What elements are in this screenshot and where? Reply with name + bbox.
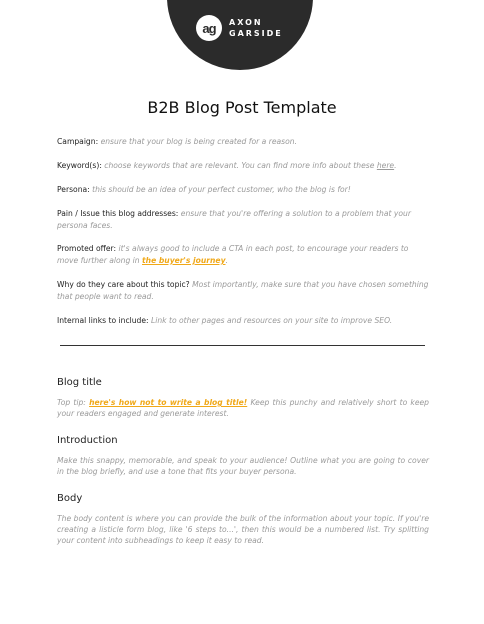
field-hint-end: .	[225, 256, 228, 265]
field-label: Pain / Issue this blog addresses:	[57, 209, 179, 218]
section-divider	[60, 345, 425, 346]
logo-mark-text: ag	[202, 20, 216, 36]
field-keywords	[57, 160, 429, 172]
buyers-journey-link[interactable]: the buyer's journey	[142, 256, 226, 265]
field-hint-end: .	[394, 161, 397, 170]
intro-text: Make this snappy, memorable, and speak to your audience! Outline what you are going to cover in the blog briefly, and use a tone that fits your buyer persona.	[57, 456, 429, 476]
section-text-body	[57, 513, 429, 546]
section-heading-introduction: Introduction	[57, 435, 118, 446]
blog-title-tip-link[interactable]: here's how not to write a blog title!	[89, 398, 248, 407]
field-label: Persona:	[57, 185, 90, 194]
keywords-info-link[interactable]: here	[376, 161, 395, 170]
field-label: Promoted offer:	[57, 244, 117, 253]
section-text-blog-title	[57, 397, 429, 419]
field-label: Campaign:	[57, 137, 99, 146]
field-persona	[57, 184, 429, 196]
logo-line-2: GARSIDE	[229, 29, 283, 38]
section-heading-blog-title: Blog title	[57, 377, 102, 388]
field-hint: Link to other pages and resources on your site to improve SEO.	[151, 316, 393, 325]
logo-mark-icon	[196, 15, 222, 41]
logo-wordmark	[229, 17, 283, 39]
section-heading-body: Body	[57, 493, 83, 504]
field-hint: choose keywords that are relevant. You can find more info about these	[104, 161, 375, 170]
field-hint: this should be an idea of your perfect customer, who the blog is for!	[92, 185, 351, 194]
field-hint: ensure that your blog is being created for a reason.	[100, 137, 297, 146]
page-title: B2B Blog Post Template	[147, 98, 337, 117]
tip-text: Keep this punchy and relatively short to keep your readers engaged and generate interest.	[57, 398, 429, 418]
field-label: Why do they care about this topic?	[57, 280, 190, 289]
field-internal-links	[57, 315, 429, 327]
field-label: Keyword(s):	[57, 161, 102, 170]
field-hint: it's always good to include a CTA in each post, to encourage your readers to move further along in	[57, 244, 409, 265]
field-hint: ensure that you're offering a solution to a problem that your persona faces.	[57, 209, 411, 230]
field-campaign	[57, 136, 429, 148]
field-why-care	[57, 279, 429, 303]
logo-line-1: AXON	[229, 18, 263, 27]
field-label: Internal links to include:	[57, 316, 149, 325]
tip-prefix: Top tip:	[57, 398, 86, 407]
field-hint: Most importantly, make sure that you have chosen something that people want to read.	[57, 280, 429, 301]
section-text-introduction	[57, 455, 429, 477]
field-pain-issue	[57, 208, 429, 232]
body-text: The body content is where you can provide the bulk of the information about your topic. If you're creating a listicle form blog, like '6 steps to...', then this would be a numbered list. Try splitting your content into subheadings to keep it easy to read.	[57, 514, 429, 545]
field-promoted-offer	[57, 243, 429, 267]
